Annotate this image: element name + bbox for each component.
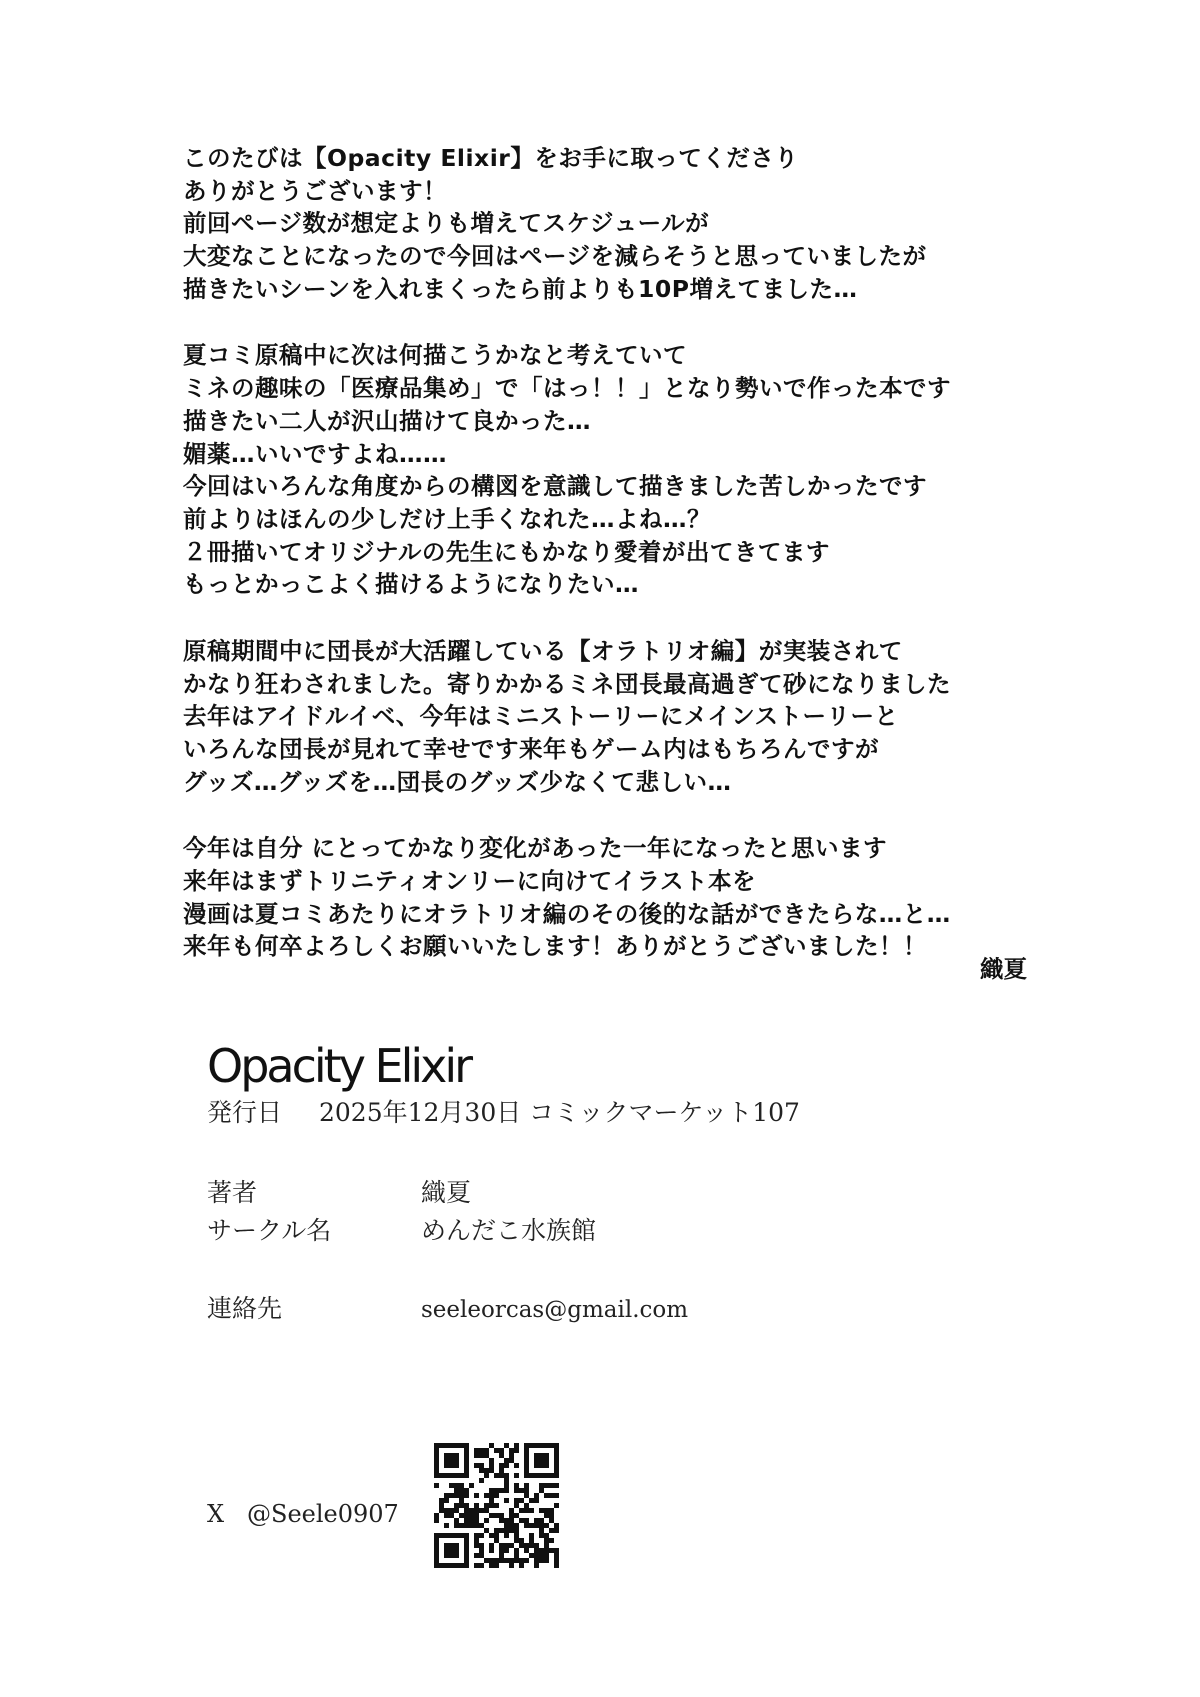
afterword-line: 前回ページ数が想定よりも増えてスケジュールが [183, 209, 710, 238]
colophon [207, 1038, 1007, 1329]
author-row [207, 1174, 1007, 1212]
afterword-line: 漫画は夏コミあたりにオラトリオ編のその後的な話ができたらな…と… [183, 899, 951, 928]
publish-event: コミックマーケット107 [529, 1098, 800, 1127]
contact-row [207, 1290, 1007, 1329]
afterword-line: 媚薬…いいですよね…… [183, 439, 447, 468]
afterword-line: いろんな団長が見れて幸せです来年もゲーム内はもちろんですが [183, 735, 879, 763]
afterword-line: ミネの趣味の「医療品集め」で「はっ！！」となり勢いで作った本です [183, 374, 951, 403]
publish-date: 2025年12月30日 [319, 1098, 522, 1127]
afterword-line: 描きたいシーンを入れまくったら前よりも10P増えてました… [183, 274, 858, 303]
circle-row [207, 1212, 1007, 1250]
afterword-paragraph-4 [183, 832, 1063, 963]
afterword [183, 142, 1063, 997]
afterword-line: もっとかっこよく描けるようになりたい… [183, 570, 639, 599]
circle-value: めんだこ水族館 [421, 1216, 597, 1245]
afterword-paragraph-1 [183, 142, 1063, 305]
afterword-line: グッズ…グッズを…団長のグッズ少なくて悲しい… [183, 767, 732, 796]
circle-label: サークル名 [207, 1216, 332, 1245]
afterword-line: 夏コミ原稿中に次は何描こうかなと考えていて [183, 341, 687, 370]
afterword-line: ２冊描いてオリジナルの先生にもかなり愛着が出てきてます [183, 537, 830, 566]
afterword-paragraph-2 [183, 339, 1063, 601]
publish-line [207, 1096, 1007, 1130]
contact-email[interactable]: seeleorcas@gmail.com [421, 1297, 689, 1323]
afterword-line: 描きたい二人が沢山描けて良かった… [183, 406, 591, 435]
afterword-line: このたびは【Opacity Elixir】をお手に取ってくださり [183, 144, 799, 172]
afterword-signature: 織夏 [980, 955, 1027, 983]
afterword-line: かなり狂わされました。寄りかかるミネ団長最高過ぎて砂になりました [183, 669, 951, 698]
afterword-paragraph-3 [183, 635, 1063, 798]
afterword-line: 去年はアイドルイベ、今年はミニストーリーにメインストーリーと [183, 702, 899, 731]
credits [207, 1174, 1007, 1329]
social-handle[interactable]: @Seele0907 [247, 1500, 399, 1528]
social-line [207, 1500, 399, 1528]
author-label: 著者 [207, 1178, 258, 1207]
author-value: 織夏 [421, 1178, 472, 1207]
book-title: Opacity Elixir [207, 1039, 471, 1093]
afterword-line: 前よりはほんの少しだけ上手くなれた…よね…？ [183, 504, 711, 533]
afterword-line: 今年は自分 にとってかなり変化があった一年になったと思います [183, 834, 887, 863]
afterword-line: 来年も何卒よろしくお願いいたします！ありがとうございました！！ [183, 932, 927, 961]
contact-label: 連絡先 [207, 1294, 283, 1323]
afterword-line: 原稿期間中に団長が大活躍している【オラトリオ編】が実装されて [183, 636, 903, 665]
afterword-line: ありがとうございます！ [183, 176, 447, 205]
afterword-line: 今回はいろんな角度からの構図を意識して描きました苦しかったです [183, 472, 927, 501]
publish-label: 発行日 [207, 1098, 283, 1127]
afterword-line: 来年はまずトリニティオンリーに向けてイラスト本を [183, 867, 756, 896]
afterword-line: 大変なことになったので今回はページを減らそうと思っていましたが [183, 242, 927, 271]
social-label: X [207, 1500, 225, 1528]
qr-code-icon[interactable] [434, 1443, 559, 1568]
